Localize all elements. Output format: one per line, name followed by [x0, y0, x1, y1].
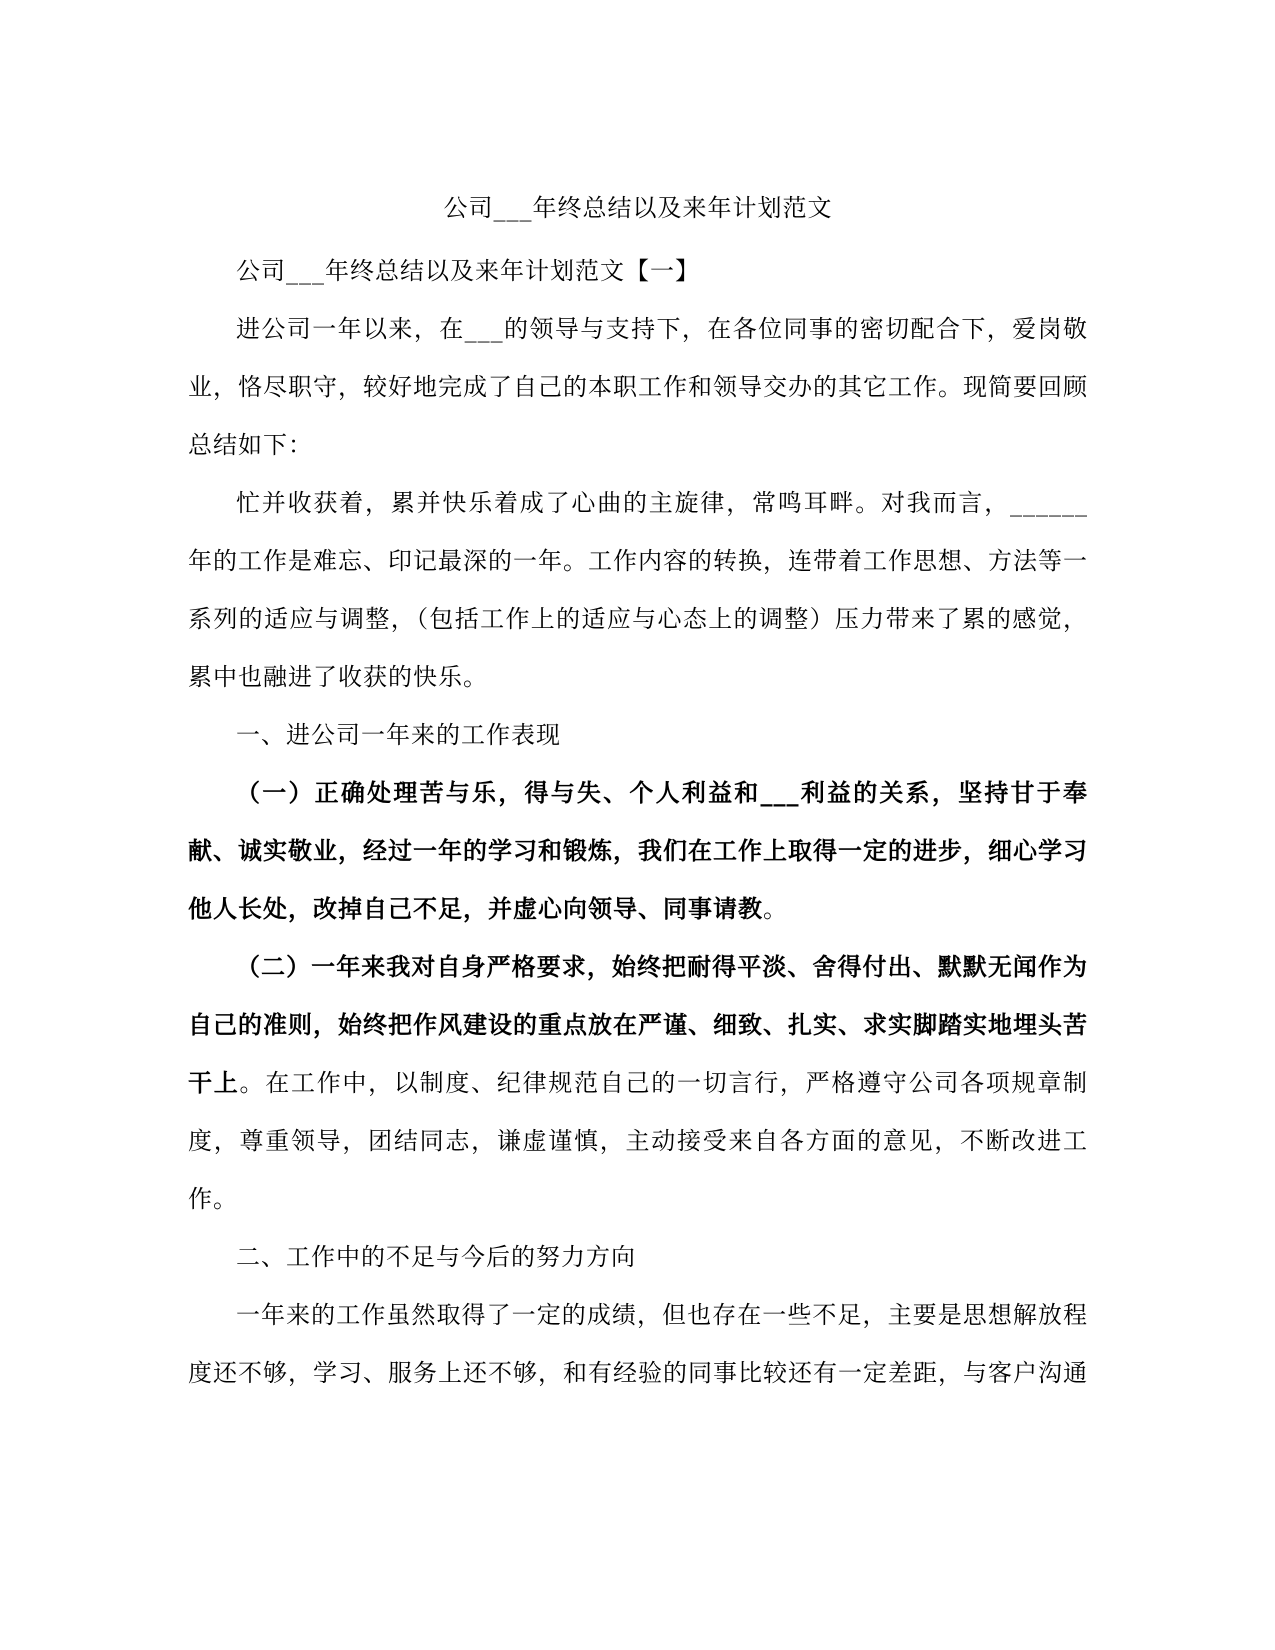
busy-paragraph: 忙并收获着，累并快乐着成了心曲的主旋律，常鸣耳畔。对我而言，______年的工作是难忘、印记最深的一年。工作内容的转换，连带着工作思想、方法等一系列的适应与调整，（包括工作上的适应与心态上的调整）压力带来了累的感觉，累中也融进了收获的快乐。 [188, 489, 1088, 691]
document-title: 公司___年终总结以及来年计划范文 [443, 194, 833, 222]
shortcomings-paragraph: 一年来的工作虽然取得了一定的成绩，但也存在一些不足，主要是思想解放程度还不够，学习、服务上还不够，和有经验的同事比较还有一定差距，与客户沟通 [188, 1301, 1088, 1387]
subtitle-paragraph: 公司___年终总结以及来年计划范文【一】 [236, 257, 700, 285]
section-heading-2: 二、工作中的不足与今后的努力方向 [236, 1243, 636, 1271]
item-two-bold-text: （二）一年来我对自身严格要求，始终把耐得平淡、舍得付出、默默无闻作为自己的准则，始终把作风建设的重点放在严谨、细致、扎实、求实脚踏实地埋头苦干上 [188, 952, 1088, 1097]
intro-paragraph: 进公司一年以来，在___的领导与支持下，在各位同事的密切配合下，爱岗敬业，恪尽职守，较好地完成了自己的本职工作和领导交办的其它工作。现简要回顾总结如下： [188, 315, 1088, 459]
item-one-text: 。 [763, 895, 788, 923]
item-two-paragraph [188, 938, 1088, 1228]
item-two-text: 。在工作中，以制度、纪律规范自己的一切言行，严格遵守公司各项规章制度，尊重领导，团结同志，谦虚谨慎，主动接受来自各方面的意见，不断改进工作。 [188, 1069, 1089, 1213]
item-one-bold-text: （一）正确处理苦与乐，得与失、个人利益和___利益的关系，坚持甘于奉献、诚实敬业，经过一年的学习和锻炼，我们在工作上取得一定的进步，细心学习他人长处，改掉自己不足，并虚心向领导、同事请教 [188, 778, 1088, 923]
section-heading-1: 一、进公司一年来的工作表现 [236, 721, 561, 749]
item-one-paragraph [188, 764, 1088, 938]
document-body [188, 180, 1088, 1402]
